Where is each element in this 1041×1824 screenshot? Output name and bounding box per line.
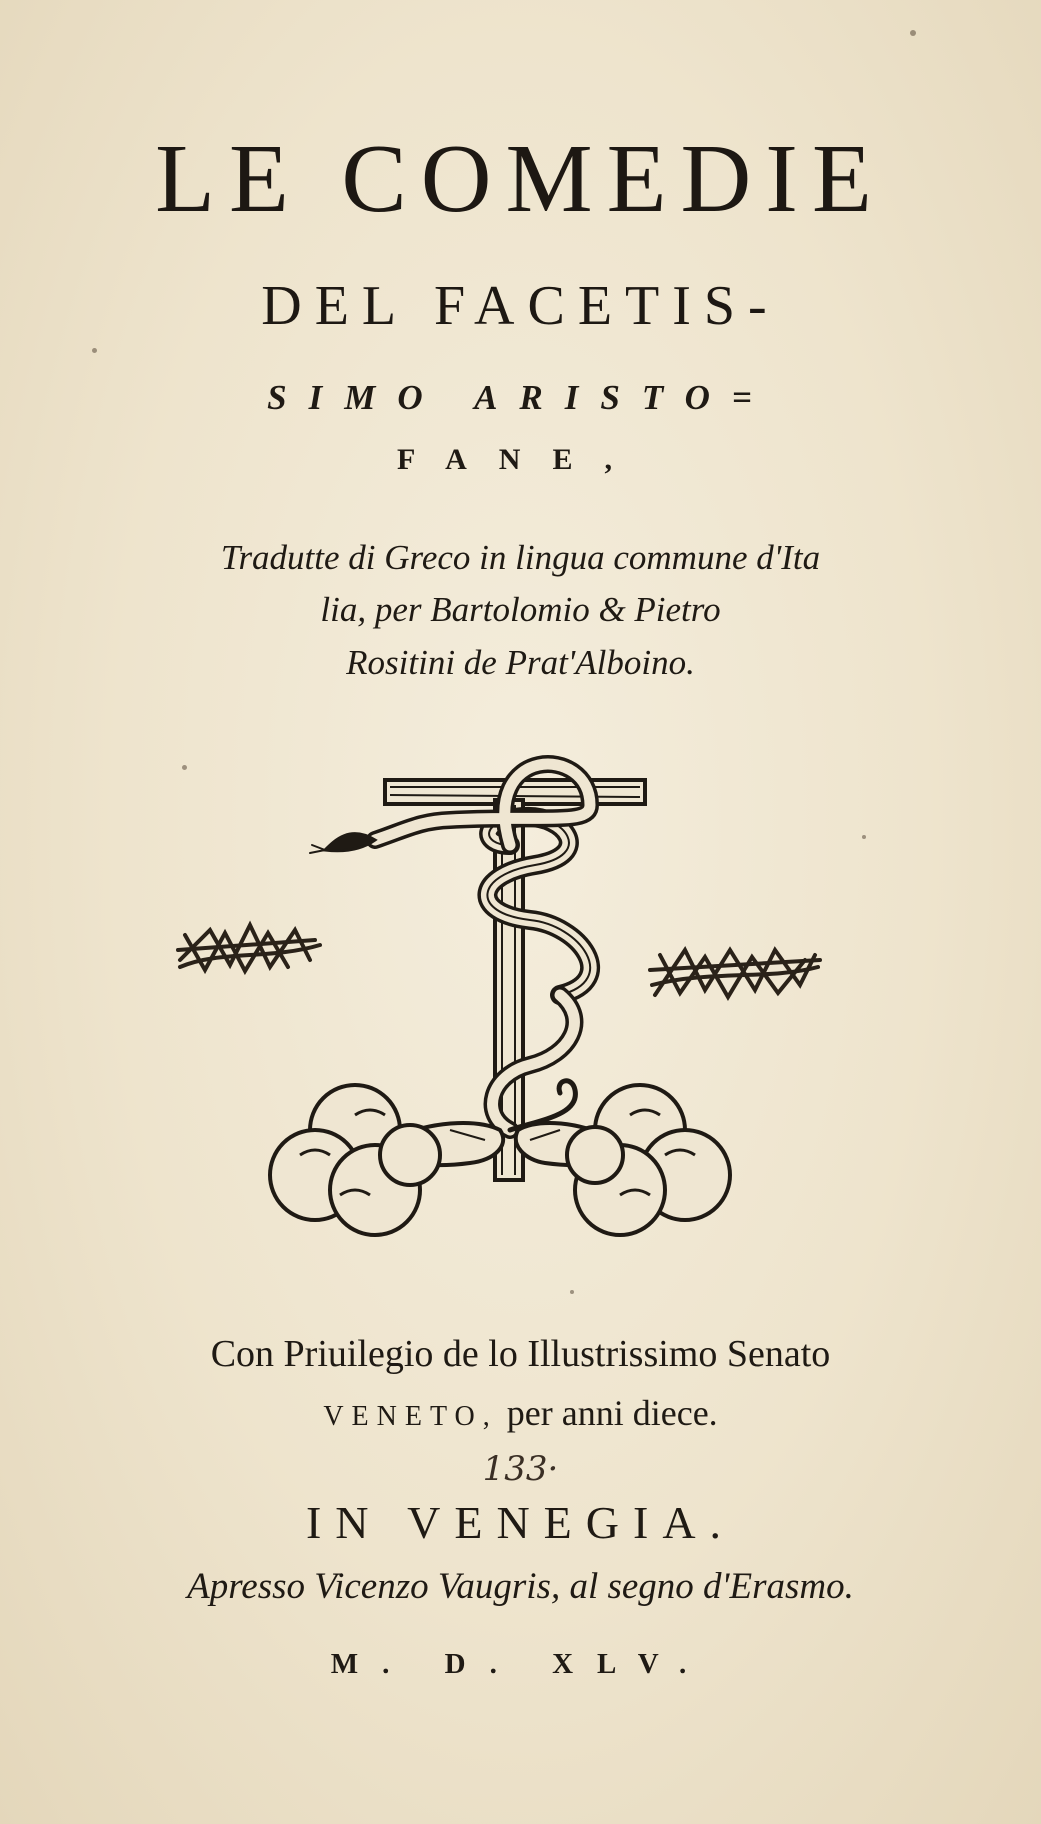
privilege-line-1: Con Priuilegio de lo Illustrissimo Senato [210, 1333, 831, 1375]
subtitle-line-2: lia, per Bartolomio & Pietro [320, 590, 721, 629]
crossed-out-motto-left [178, 925, 320, 971]
title-line-2: DEL FACETIS- [261, 275, 780, 337]
paper-speck [182, 765, 187, 770]
cloud-right-icon [567, 1085, 730, 1235]
imprint-city: IN VENEGIA. [305, 1497, 736, 1548]
serpent-icon [310, 764, 590, 1130]
cloud-left-icon [270, 1085, 440, 1235]
title-line-1: LE COMEDIE [155, 125, 886, 233]
privilege-rest: per anni diece. [497, 1393, 718, 1433]
subtitle-line-1: Tradutte di Greco in lingua commune d'Ita [220, 538, 821, 577]
printers-device-woodcut [150, 735, 850, 1255]
crossed-out-motto-right [650, 950, 820, 997]
paper-speck [570, 1290, 574, 1294]
paper-speck [862, 835, 866, 839]
imprint-publisher: Apresso Vicenzo Vaugris, al segno d'Erasmo. [187, 1566, 854, 1607]
paper-speck [92, 348, 97, 353]
paper-speck [910, 30, 916, 36]
privilege-caps: VENETO, [323, 1401, 498, 1432]
title-line-3: SIMO ARISTO= [267, 378, 774, 417]
subtitle-line-3: Rositini de Prat'Alboino. [346, 643, 695, 682]
imprint-date: M. D. XLV. [330, 1648, 711, 1680]
title-line-4: FANE, [397, 443, 644, 476]
privilege-line-2 [0, 1395, 1041, 1431]
manuscript-shelfmark: 133· [482, 1449, 559, 1489]
